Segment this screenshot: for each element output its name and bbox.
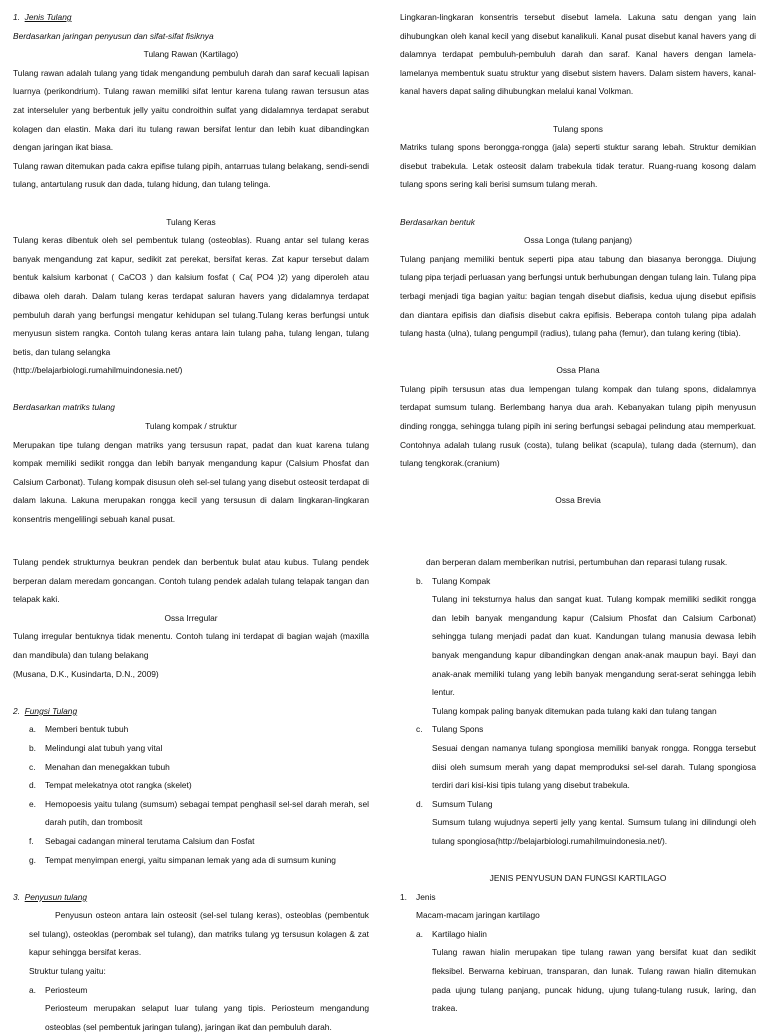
column-top-left [13,8,369,529]
section-2-title: Fungsi Tulang [24,705,78,716]
paragraph-periosteum: Periosteum merupakan selaput luar tulang yang tipis. Periosteum mengandung osteoblas (sel pembentuk jaringan tulang), jaringan ikat dan pembuluh darah. [45,1003,369,1032]
list-item: g. Tempat menyimpan energi, yaitu simpanan lemak yang ada di sumsum kuning [29,854,336,865]
heading-tulang-spons: Tulang spons [553,123,603,134]
list-item: e. Hemopoesis yaitu tulang (sumsum) sebagai tempat penghasil sel-sel darah merah, sel darah putih, dan trombosit [29,798,369,828]
paragraph-tulang-spons-c: Sesuai dengan namanya tulang spongiosa memiliki banyak rongga. Rongga tersebut diisi oleh sumsum merah yang dapat memproduksi sel-sel darah. Tulang spongiosa terdiri dari kisi-kisi tipis tulang yang disebut trabekula. [432,742,756,791]
list-item-tulang-spons: c. Tulang Spons [416,724,484,735]
heading-tulang-rawan: Tulang Rawan (Kartilago) [143,49,239,60]
list-item-sumsum: d. Sumsum Tulang [416,798,493,809]
paragraph-sumsum: Sumsum tulang wujudnya seperti jelly yang kental. Sumsum tulang ini dilindungi oleh tulang spongiosa(http://belajarbiologi.rumahilmuindonesia.net/). [432,817,756,846]
list-item-periosteum: a. Periosteum [29,984,88,995]
section-1-title: Jenis Tulang [24,12,72,22]
source-link-keras: (http://belajarbiologi.rumahilmuindonesia.net/) [13,365,183,376]
paragraph-penyusun: Penyusun osteon antara lain osteosit (sel-sel tulang keras), osteoblas (pembentuk sel tulang), osteoklas (perombak sel tulang), dan matriks tulang yg tersusun kolagen & zat kapur sehingga bersifat keras. [29,910,369,958]
section-3-title: Penyusun tulang [24,891,88,902]
heading-ossa-plana: Ossa Plana [556,365,600,376]
paragraph-tulang-rawan-2: Tulang rawan ditemukan pada cakra epifise tulang pipih, antarruas tulang belakang, sendi-sendi tulang, antartulang rusuk dan dada, tulang hidung, dan tulang telinga. [13,160,369,190]
list-item: a. Memberi bentuk tubuh [29,724,129,735]
struktur-label: Struktur tulang yaitu: [29,966,106,977]
section-1-heading: 1. Jenis Tulang [13,12,72,22]
subheading-matriks: Berdasarkan matriks tulang [13,402,115,413]
subheading-bentuk: Berdasarkan bentuk [400,216,475,227]
heading-ossa-irregular: Ossa Irregular [164,612,218,623]
heading-kartilago: JENIS PENYUSUN DAN FUNGSI KARTILAGO [489,873,667,884]
paragraph-tulang-spons: Matriks tulang spons berongga-rongga (jala) seperti stuktur sarang lebah. Struktur demikian disebut trabekula. Letak osteosit dalam trabekula tidak teratur. Ruang-ruang kosong dalam tulang spons sering kali berisi sumsum tulang merah. [400,142,756,190]
section-3-heading: 3. Penyusun tulang [13,891,88,902]
heading-tulang-keras: Tulang Keras [166,216,216,227]
list-item: b. Melindungi alat tubuh yang vital [29,742,163,753]
list-item-tulang-kompak: b. Tulang Kompak [416,575,491,586]
list-item: f. Sebagai cadangan mineral terutama Calsium dan Fosfat [29,835,255,846]
paragraph-tulang-keras: Tulang keras dibentuk oleh sel pembentuk tulang (osteoblas). Ruang antar sel tulang keras banyak mengandung zat kapur, sedikit zat perekat, bersifat keras. Zat kapur tersebut dalam bentuk kalsium karbonat ( CaCO3 ) dan kalsium fosfat ( Ca( PO4 )2) yang diperoleh atau dibawa oleh darah. Dalam tulang keras terdapat saluran havers yang didalamnya terdapat pembuluh darah yang berfungsi mengatur kehidupan sel tulang.Tulang keras berfungsi untuk menyusun sistem rangka. Contoh tulang keras antara lain tulang paha, tulang lengan, tulang betis, dan tulang selangka [13,235,369,357]
heading-ossa-brevia: Ossa Brevia [555,495,601,506]
list-item-jenis: 1. Jenis [400,891,436,902]
paragraph-tulang-rawan-1: Tulang rawan adalah tulang yang tidak mengandung pembuluh darah dan saraf kecuali lapisan luarnya (perikondrium). Tulang rawan memiliki sifat lentur karena tulang rawan tersusun atas zat interseluler yang berbentuk jelly yaitu condroithin sulfat yang didalamnya terdapat serabut kolagen dan elastin. Maka dari itu tulang rawan bersifat lentur dan lebih kuat dibandingkan dengan jaringan ikat biasa. [13,67,369,153]
paragraph-periosteum-cont: dan berperan dalam memberikan nutrisi, pertumbuhan dan reparasi tulang rusak. [426,557,728,567]
paragraph-tulang-kompak-b2: Tulang kompak paling banyak ditemukan pada tulang kaki dan tulang tangan [432,705,717,716]
paragraph-tulang-pendek: Tulang pendek strukturnya beukran pendek dan berbentuk bulat atau kubus. Tulang pendek berperan dalam meredam goncangan. Contoh tulang pendek adalah tulang telapak tangan dan telapak kaki. [13,557,369,605]
heading-ossa-longa: Ossa Longa (tulang panjang) [523,235,633,246]
column-top-right [400,8,756,510]
list-item-hialin: a. Kartilago hialin [416,928,487,939]
citation-musana: (Musana, D.K., Kusindarta, D.N., 2009) [13,668,159,679]
section-2-heading: 2. Fungsi Tulang [13,705,78,716]
subheading-jaringan: Berdasarkan jaringan penyusun dan sifat-sifat fisiknya [13,30,214,41]
paragraph-hialin: Tulang rawan hialin merupakan tipe tulang rawan yang bersifat kuat dan sedikit fleksibel. Berwarna kebiruan, transparan, dan lunak. Tulang rawan hialin ditemukan pada ujung tulang panjang, puncak hidung, ujung tulang-tulang rusuk, laring, dan trakea. [432,947,756,1014]
list-item: c. Menahan dan menegakkan tubuh [29,761,170,772]
column-bottom-right [400,553,756,1018]
paragraph-lamela: Lingkaran-lingkaran konsentris tersebut disebut lamela. Lakuna satu dengan yang lain dihubungkan oleh kanal kecil yang disebut kanalikuli. Kanal pusat disebut kanal havers yang di dalamnya terdapat pembuluh-pembuluh darah dan saraf. Kanal havers dengan lamela-lamelanya membentuk suatu struktur yang disebut sistem havers. Dalam sistem havers, kanal-kanal havers dapat saling dihubungkan melalui kanal Volkman. [400,12,756,97]
column-bottom-left [13,553,369,1036]
paragraph-tulang-kompak: Merupakan tipe tulang dengan matriks yang tersusun rapat, padat dan kuat karena tulang kompak memiliki sedikit rongga dan lebih banyak mengandung kapur (Calsium Phosfat dan Calsium Carbonat). Tulang kompak disusun oleh sel-sel tulang yang disebut osteosit terdapat di dalam lakuna. Lakuna merupakan rongga kecil yang tersusun di dalam lingkaran-lingkaran konsentris mengelilingi sebuah kanal pusat. [13,439,369,525]
heading-tulang-kompak: Tulang kompak / struktur [145,421,237,432]
paragraph-tulang-kompak-b1: Tulang ini teksturnya halus dan sangat kuat. Tulang kompak memiliki sedikit rongga dan lebih banyak mengandung kapur (Calsium Phosfat dan Calsium Carbonat) sehingga tulang menjadi padat dan kuat. Kandungan tulang manusia dewasa lebih banyak mengandung kapur dibandingkan dengan anak-anak maupun bayi. Bayi dan anak-anak memiliki tulang yang lebih banyak mengandung serat-serat sehingga lebih lentur. [432,594,756,698]
list-item: d. Tempat melekatnya otot rangka (skelet) [29,780,192,791]
fungsi-list [13,720,369,869]
paragraph-ossa-longa: Tulang panjang memiliki bentuk seperti pipa atau tabung dan biasanya berongga. Diujung tulang pipa terjadi perluasan yang berfungsi untuk berhubungan dengan tulang lain. Tulang pipa terbagi menjadi tiga bagian yaitu: bagian tengah disebut diafisis, kedua ujung disebut epifisis dan diantara epifisis dan diafisis disebut cakra epifisis. Beberapa contoh tulang pipa adalah tulang hasta (ulna), tulang pengumpil (radius), tulang paha (femur), dan tulang kering (tibia). [400,253,756,339]
paragraph-ossa-irregular: Tulang irregular bentuknya tidak menentu. Contoh tulang ini terdapat di bagian wajah (maxilla dan mandibula) dan tulang belakang [13,631,369,660]
macam-label: Macam-macam jaringan kartilago [416,910,540,921]
paragraph-ossa-plana: Tulang pipih tersusun atas dua lempengan tulang kompak dan tulang spons, didalamnya terdapat sumsum tulang. Berlembang hanya dua arah. Kebanyakan tulang pipih menyusun dinding rongga, sehingga tulang pipih ini sering berfungsi sebagai pelindung atau memperkuat. Contohnya adalah tulang rusuk (costa), tulang belikat (scapula), tulang dada (sternum), dan tulang tengkorak.(cranium) [400,383,756,469]
